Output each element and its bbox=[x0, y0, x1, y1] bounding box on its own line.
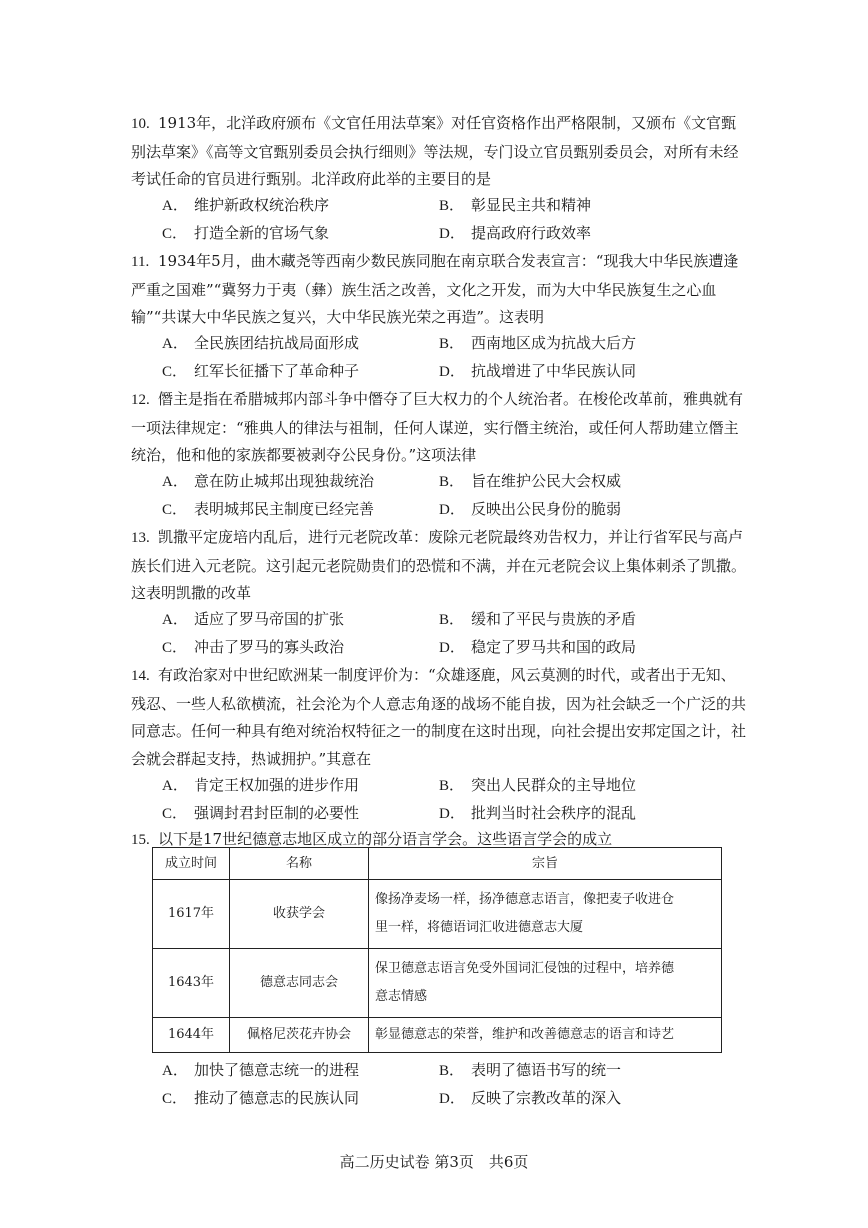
question-number: 11. bbox=[131, 254, 150, 270]
question-stem: 以下是17世纪德意志地区成立的部分语言学会。这些语言学会的成立 bbox=[158, 830, 613, 848]
option-b: B． 表明了德语书写的统一 bbox=[439, 1061, 622, 1079]
option-c: C． 打造全新的官场气象 bbox=[162, 223, 330, 242]
question-stem: 僭主是指在希腊城邦内部斗争中僭夺了巨大权力的个人统治者。在梭伦改革前，雅典就有一项法律规定：“雅典人的律法与祖制，任何人谋逆，实行僭主统治，或任何人帮助建立僭主统治，他和他的家族都要被剥夺公民身份。”这项法律 bbox=[131, 390, 744, 464]
table-cell-year: 1617年 bbox=[153, 880, 230, 949]
option-d: D． 反映了宗教改革的深入 bbox=[439, 1088, 622, 1107]
question-13-options bbox=[162, 606, 762, 661]
question-number: 14. bbox=[131, 668, 150, 684]
table-cell-name: 佩格尼茨花卉协会 bbox=[230, 1018, 369, 1053]
table-header: 宗旨 bbox=[369, 848, 722, 880]
question-number: 13. bbox=[131, 530, 150, 546]
table-row bbox=[153, 880, 722, 949]
option-a: A． 意在防止城邦出现独裁统治 bbox=[162, 472, 375, 490]
option-d: D． 提高政府行政效率 bbox=[439, 223, 592, 242]
table-cell-purpose: 彰显德意志的荣誉，维护和改善德意志的语言和诗艺 bbox=[369, 1018, 722, 1053]
option-b: B． 缓和了平民与贵族的矛盾 bbox=[439, 610, 637, 628]
option-c: C． 冲击了罗马的寡头政治 bbox=[162, 637, 345, 656]
question-14 bbox=[131, 662, 747, 773]
option-a: A． 加快了德意志统一的进程 bbox=[162, 1061, 360, 1079]
table-row bbox=[153, 949, 722, 1018]
question-number: 15. bbox=[131, 832, 150, 848]
table-cell-year: 1644年 bbox=[153, 1018, 230, 1053]
page-footer: 高二历史试卷 第3页 共6页 bbox=[339, 1153, 529, 1171]
table-cell-year: 1643年 bbox=[153, 949, 230, 1018]
option-a: A． 维护新政权统治秩序 bbox=[162, 196, 330, 214]
option-b: B． 彰显民主共和精神 bbox=[439, 196, 592, 214]
question-stem: 凯撒平定庞培内乱后，进行元老院改革：废除元老院最终劝告权力，并让行省军民与高卢族长们进入元老院。这引起元老院勋贵们的恐慌和不满，并在元老院会议上集体刺杀了凯撒。这表明凯撒的改革 bbox=[131, 528, 747, 602]
question-12 bbox=[131, 386, 747, 470]
question-10 bbox=[131, 110, 747, 194]
option-b: B． 突出人民群众的主导地位 bbox=[439, 776, 637, 794]
question-10-options bbox=[162, 192, 762, 247]
question-14-options bbox=[162, 772, 762, 827]
option-d: D． 稳定了罗马共和国的政局 bbox=[439, 637, 637, 656]
language-society-table bbox=[152, 847, 722, 1053]
question-11-options bbox=[162, 330, 762, 385]
table-cell-name: 德意志同志会 bbox=[230, 949, 369, 1018]
table-cell-purpose: 像扬净麦场一样，扬净德意志语言，像把麦子收进仓 里一样，将德语词汇收进德意志大厦 bbox=[369, 880, 722, 949]
option-d: D． 抗战增进了中华民族认同 bbox=[439, 361, 637, 380]
table-header-row bbox=[153, 848, 722, 880]
question-stem: 1913年，北洋政府颁布《文官任用法草案》对任官资格作出严格限制，又颁布《文官甄别法草案》《高等文官甄别委员会执行细则》等法规，专门设立官员甄别委员会，对所有未经考试任命的官员进行甄别。北洋政府此举的主要目的是 bbox=[131, 114, 739, 188]
question-stem: 1934年5月，曲木藏尧等西南少数民族同胞在南京联合发表宣言：“现我大中华民族遭逢严重之国难”“冀努力于夷（彝）族生活之改善，文化之开发，而为大中华民族复生之心血输”“共谋大中华民族之复兴，大中华民族光荣之再造”。这表明 bbox=[131, 252, 739, 326]
option-b: B． 西南地区成为抗战大后方 bbox=[439, 334, 637, 352]
question-15-options bbox=[162, 1057, 762, 1112]
question-stem: 有政治家对中世纪欧洲某一制度评价为：“众雄逐鹿，风云莫测的时代，或者出于无知、残忍、一些人私欲横流，社会沦为个人意志角逐的战场不能自拔，因为社会缺乏一个广泛的共同意志。任何一种具有绝对统治权特征之一的制度在这时出现，向社会提出安邦定国之计，社会就会群起支持，热诚拥护。”其意在 bbox=[131, 666, 747, 768]
table-header: 名称 bbox=[230, 848, 369, 880]
option-c: C． 表明城邦民主制度已经完善 bbox=[162, 499, 375, 518]
question-number: 12. bbox=[131, 392, 150, 408]
table-header: 成立时间 bbox=[153, 848, 230, 880]
table-cell-purpose: 保卫德意志语言免受外国词汇侵蚀的过程中，培养德 意志情感 bbox=[369, 949, 722, 1018]
option-a: A． 肯定王权加强的进步作用 bbox=[162, 776, 360, 794]
option-d: D． 批判当时社会秩序的混乱 bbox=[439, 803, 637, 822]
option-d: D． 反映出公民身份的脆弱 bbox=[439, 499, 622, 518]
option-c: C． 强调封君封臣制的必要性 bbox=[162, 803, 360, 822]
option-c: C． 推动了德意志的民族认同 bbox=[162, 1088, 360, 1107]
table-cell-name: 收获学会 bbox=[230, 880, 369, 949]
option-a: A． 全民族团结抗战局面形成 bbox=[162, 334, 360, 352]
option-c: C． 红军长征播下了革命种子 bbox=[162, 361, 360, 380]
table-row bbox=[153, 1018, 722, 1053]
question-11 bbox=[131, 248, 747, 332]
question-number: 10. bbox=[131, 116, 150, 132]
question-12-options bbox=[162, 468, 762, 523]
question-13 bbox=[131, 524, 747, 608]
option-b: B． 旨在维护公民大会权威 bbox=[439, 472, 622, 490]
option-a: A． 适应了罗马帝国的扩张 bbox=[162, 610, 345, 628]
